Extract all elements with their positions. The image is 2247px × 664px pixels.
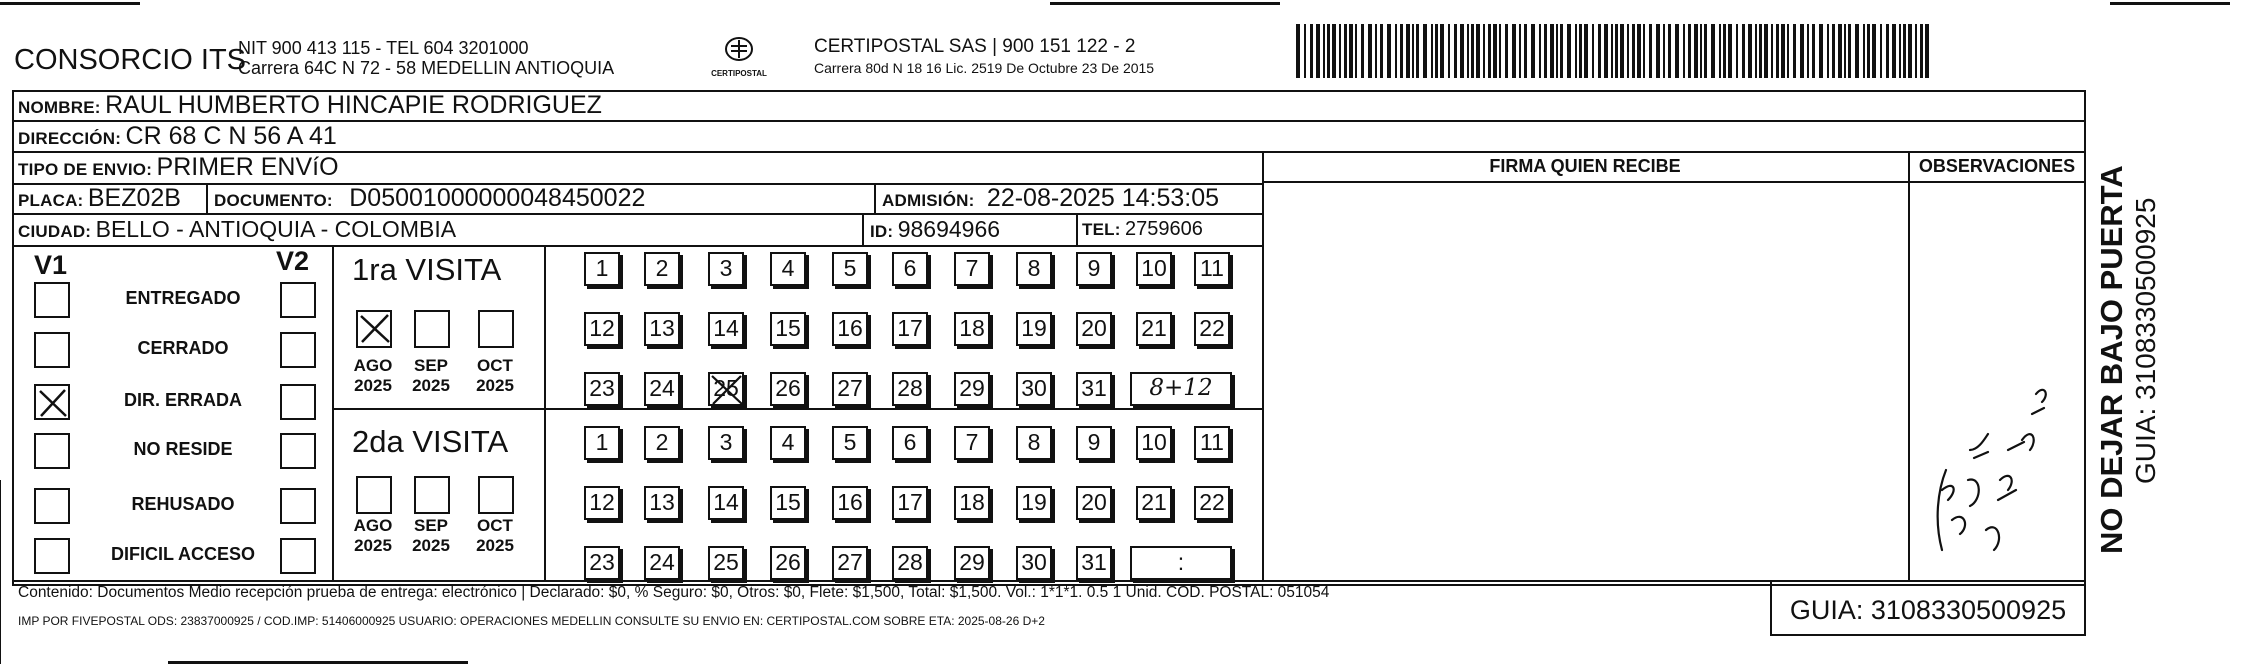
barcode-bar (1872, 24, 1876, 78)
barcode-bar (1476, 24, 1480, 78)
barcode-bar (1627, 24, 1629, 78)
first-visit-month-name: AGO (353, 356, 393, 375)
v1-checkbox-no-reside[interactable] (34, 433, 70, 469)
v1-checkbox-cerrado[interactable] (34, 332, 70, 368)
col-line (862, 213, 864, 245)
documento-field (214, 184, 645, 213)
nit-line: NIT 900 413 115 - TEL 604 3201000 (238, 38, 529, 58)
signature-area[interactable] (1264, 183, 1908, 580)
first-visit-month-year: 2025 (412, 376, 450, 395)
second-visit-day-17[interactable]: 17 (892, 486, 928, 520)
first-visit-day-13[interactable]: 13 (644, 312, 680, 346)
first-visit-day-31[interactable]: 31 (1076, 372, 1112, 406)
barcode-bar (1355, 24, 1357, 78)
barcode-bar (1663, 24, 1665, 78)
barcode-bar (1832, 24, 1835, 78)
footer-guia: GUIA: 3108330500925 (1770, 580, 2086, 636)
second-visit-day-2[interactable]: 2 (644, 426, 680, 460)
left-edge-line (0, 480, 1, 664)
barcode-bar (1400, 24, 1403, 78)
barcode-bar (1700, 24, 1702, 78)
barcode-bar (1925, 24, 1929, 78)
barcode-bar (1483, 24, 1485, 78)
barcode-bar (1550, 24, 1554, 78)
barcode-bar (1776, 24, 1779, 78)
barcode-bar (1544, 24, 1547, 78)
second-visit-day-6[interactable]: 6 (892, 426, 928, 460)
barcode-bar (1781, 24, 1785, 78)
documento-label: DOCUMENTO: (214, 191, 333, 210)
first-visit-day-12[interactable]: 12 (584, 312, 620, 346)
col-line (874, 183, 876, 213)
barcode-bar (1423, 24, 1427, 78)
first-visit-day-30[interactable]: 30 (1016, 372, 1052, 406)
barcode-bar (1649, 24, 1652, 78)
barcode-bar (1454, 24, 1457, 78)
observaciones-handwriting (1912, 330, 2082, 570)
barcode-bar (1395, 24, 1397, 78)
barcode-bar (1560, 24, 1563, 78)
second-visit-day-27[interactable]: 27 (832, 546, 868, 580)
first-visit-day-22[interactable]: 22 (1194, 312, 1230, 346)
first-visit-month-checkbox-sep[interactable] (414, 310, 450, 348)
first-visit-day-11[interactable]: 11 (1194, 252, 1230, 286)
barcode-bar (1431, 24, 1433, 78)
side-warning: NO DEJAR BAJO PUERTA (2094, 165, 2129, 554)
firma-header: FIRMA QUIEN RECIBE (1489, 156, 1681, 176)
second-visit-month-label (340, 516, 406, 556)
first-visit-day-4[interactable]: 4 (770, 252, 806, 286)
first-visit-month-name: SEP (413, 356, 449, 375)
nombre-value: RAUL HUMBERTO HINCAPIE RODRIGUEZ (105, 91, 602, 119)
second-visit-day-13[interactable]: 13 (644, 486, 680, 520)
barcode-bar (1668, 24, 1671, 78)
second-visit-day-18[interactable]: 18 (954, 486, 990, 520)
barcode-bar (1863, 24, 1865, 78)
barcode-bar (1488, 24, 1491, 78)
address-line: Carrera 64C N 72 - 58 MEDELLIN ANTIOQUIA (238, 58, 615, 78)
first-visit-day-19[interactable]: 19 (1016, 312, 1052, 346)
barcode-bar (1742, 24, 1745, 78)
v1-checkbox-rehusado[interactable] (34, 488, 70, 524)
first-visit-month-checkbox-ago[interactable] (356, 310, 392, 348)
certipostal-logo: CERTIPOSTAL (706, 34, 772, 84)
row-line (12, 245, 1262, 247)
second-visit-month-label (398, 516, 464, 556)
second-visit-month-year: 2025 (354, 536, 392, 555)
second-visit-day-11[interactable]: 11 (1194, 426, 1230, 460)
second-visit-day-26[interactable]: 26 (770, 546, 806, 580)
id-field (870, 214, 1000, 245)
status-label: REHUSADO (131, 494, 235, 514)
first-visit-day-27[interactable]: 27 (832, 372, 868, 406)
tel-label: TEL: (1082, 220, 1121, 239)
first-visit-day-29[interactable]: 29 (954, 372, 990, 406)
barcode-bar (1406, 24, 1410, 78)
barcode-bar (1886, 24, 1889, 78)
side-guia: GUIA: 3108330500925 (2130, 197, 2161, 484)
second-visit-day-4[interactable]: 4 (770, 426, 806, 460)
first-visit-day-2[interactable]: 2 (644, 252, 680, 286)
barcode-bar (1579, 24, 1582, 78)
barcode-bar (1519, 24, 1521, 78)
second-visit-month-checkbox-ago[interactable] (356, 476, 392, 514)
col-line (1076, 213, 1078, 245)
id-value: 98694966 (897, 216, 1001, 242)
barcode-bar (1611, 24, 1613, 78)
barcode-bar (1310, 24, 1313, 78)
second-visit-day-30[interactable]: 30 (1016, 546, 1052, 580)
barcode-bar (1755, 24, 1757, 78)
first-visit-day-23[interactable]: 23 (584, 372, 620, 406)
tel-value: 2759606 (1125, 218, 1203, 240)
barcode-bar (1694, 24, 1698, 78)
barcode-bar (1440, 24, 1444, 78)
barcode-bar (1827, 24, 1829, 78)
barcode-bar (1467, 24, 1469, 78)
barcode-bar (1675, 24, 1679, 78)
first-visit-day-25[interactable]: 25 (708, 372, 744, 406)
top-edge-line (2110, 2, 2230, 5)
first-visit-day-10[interactable]: 10 (1136, 252, 1172, 286)
second-visit-day-10[interactable]: 10 (1136, 426, 1172, 460)
barcode-bar (1584, 24, 1588, 78)
second-visit-title: 2da VISITA (352, 424, 509, 459)
barcode-bar (1539, 24, 1541, 78)
observaciones-header: OBSERVACIONES (1918, 156, 2076, 176)
first-visit-day-20[interactable]: 20 (1076, 312, 1112, 346)
first-visit-day-1[interactable]: 1 (584, 252, 620, 286)
nombre-field (18, 90, 602, 120)
barcode-bar (1615, 24, 1618, 78)
second-visit-day-9[interactable]: 9 (1076, 426, 1112, 460)
barcode-bar (1637, 24, 1641, 78)
status-label: CERRADO (137, 338, 229, 358)
barcode-bar (1505, 24, 1508, 78)
barcode-bar (1793, 24, 1796, 78)
status-label: DIR. ERRADA (123, 390, 242, 410)
second-visit-month-name: OCT (477, 516, 513, 535)
first-visit-day-17[interactable]: 17 (892, 312, 928, 346)
barcode-bar (1880, 24, 1882, 78)
second-visit-day-7[interactable]: 7 (954, 426, 990, 460)
barcode-bar (1632, 24, 1635, 78)
barcode-bar (1736, 24, 1738, 78)
placa-label: PLACA: (18, 191, 84, 210)
nombre-label: NOMBRE: (18, 98, 101, 117)
barcode-bar (1304, 24, 1306, 78)
admision-field (882, 184, 1219, 213)
second-visit-month-label (462, 516, 528, 556)
barcode-bar (1416, 24, 1419, 78)
first-visit-day-9[interactable]: 9 (1076, 252, 1112, 286)
barcode-bar (1719, 24, 1721, 78)
barcode-bar (1323, 24, 1325, 78)
barcode-bar (1844, 24, 1846, 78)
first-visit-day-15[interactable]: 15 (770, 312, 806, 346)
second-visit-day-22[interactable]: 22 (1194, 486, 1230, 520)
row-line (332, 408, 1262, 410)
barcode-bar (1499, 24, 1501, 78)
col-line (1908, 151, 1910, 580)
second-visit-month-checkbox-sep[interactable] (414, 476, 450, 514)
barcode-bar (1387, 24, 1391, 78)
barcode-bar (1812, 24, 1815, 78)
first-visit-day-14[interactable]: 14 (708, 312, 744, 346)
license-line: Carrera 80d N 18 16 Lic. 2519 De Octubre 23 De 2015 (814, 60, 1155, 76)
top-edge-line (1050, 2, 1280, 5)
v2-checkbox-dir-errada[interactable] (280, 384, 316, 420)
barcode-bar (1380, 24, 1383, 78)
v2-checkbox-no-reside[interactable] (280, 433, 316, 469)
v1-checkbox-entregado[interactable] (34, 282, 70, 318)
barcode-bar (1349, 24, 1353, 78)
second-visit-day-12[interactable]: 12 (584, 486, 620, 520)
barcode-bar (1656, 24, 1660, 78)
second-visit-day-19[interactable]: 19 (1016, 486, 1052, 520)
direccion-field (18, 121, 337, 151)
v2-checkbox-dificil-acceso[interactable] (280, 538, 316, 574)
barcode-bar (1915, 24, 1917, 78)
status-label: ENTREGADO (125, 288, 241, 308)
barcode-bar (1435, 24, 1438, 78)
barcode-bar (1567, 24, 1571, 78)
first-visit-day-26[interactable]: 26 (770, 372, 806, 406)
company-name: CONSORCIO ITS (14, 44, 247, 76)
first-visit-day-16[interactable]: 16 (832, 312, 868, 346)
barcode-bar (1728, 24, 1732, 78)
ciudad-value: BELLO - ANTIOQUIA - COLOMBIA (95, 216, 457, 242)
first-visit-month-label (462, 356, 528, 396)
certipostal-logo-icon (722, 34, 756, 64)
direccion-value: CR 68 C N 56 A 41 (125, 122, 337, 150)
second-visit-month-year: 2025 (412, 536, 450, 555)
barcode-bar (1892, 24, 1896, 78)
barcode-bar (1448, 24, 1450, 78)
barcode-bar (1339, 24, 1341, 78)
footer-imp: IMP POR FIVEPOSTAL ODS: 23837000925 / COD.IMP: 51406000925 USUARIO: OPERACIONES MEDELLIN CONSULTE SU ENVIO EN: CERTIPOSTAL.COM SOBRE ETA: 2025-08-26 D+2 (18, 614, 1045, 628)
v2-checkbox-cerrado[interactable] (280, 332, 316, 368)
barcode-bar (1643, 24, 1645, 78)
id-label: ID: (870, 222, 894, 241)
barcode-bar (1531, 24, 1535, 78)
v1-label: V1 (34, 250, 68, 280)
second-visit-day-25[interactable]: 25 (708, 546, 744, 580)
status-label: DIFICIL ACCESO (110, 544, 255, 564)
second-visit-month-name: AGO (353, 516, 393, 535)
barcode-bar (1471, 24, 1474, 78)
second-visit-day-14[interactable]: 14 (708, 486, 744, 520)
barcode-bar (1556, 24, 1558, 78)
barcode-bar (1493, 24, 1497, 78)
barcode-bar (1711, 24, 1715, 78)
barcode-bar (1412, 24, 1414, 78)
col-line (332, 245, 334, 580)
barcode-bar (1908, 24, 1912, 78)
second-visit-day-28[interactable]: 28 (892, 546, 928, 580)
second-visit-day-16[interactable]: 16 (832, 486, 868, 520)
second-visit-day-31[interactable]: 31 (1076, 546, 1112, 580)
first-visit-month-name: OCT (477, 356, 513, 375)
v2-checkbox-rehusado[interactable] (280, 488, 316, 524)
tipo-label: TIPO DE ENVIO: (18, 160, 153, 179)
first-visit-day-5[interactable]: 5 (832, 252, 868, 286)
second-visit-day-15[interactable]: 15 (770, 486, 806, 520)
barcode-bar (1903, 24, 1906, 78)
barcode-bar (1316, 24, 1320, 78)
barcode-bar (1361, 24, 1364, 78)
first-visit-month-year: 2025 (354, 376, 392, 395)
admision-value: 22-08-2025 14:53:05 (986, 184, 1220, 212)
second-visit-day-21[interactable]: 21 (1136, 486, 1172, 520)
barcode-bar (1920, 24, 1923, 78)
second-visit-day-8[interactable]: 8 (1016, 426, 1052, 460)
second-visit-month-year: 2025 (476, 536, 514, 555)
v1-checkbox-dificil-acceso[interactable] (34, 538, 70, 574)
second-visit-day-23[interactable]: 23 (584, 546, 620, 580)
v2-label: V2 (276, 246, 310, 276)
barcode-bar (1575, 24, 1577, 78)
second-visit-time-field[interactable]: : (1130, 546, 1232, 580)
first-visit-month-checkbox-oct[interactable] (478, 310, 514, 348)
barcode-bar (1512, 24, 1516, 78)
documento-value: D05001000000048450022 (349, 184, 646, 212)
second-visit-month-checkbox-oct[interactable] (478, 476, 514, 514)
first-visit-day-8[interactable]: 8 (1016, 252, 1052, 286)
barcode-bar (1296, 24, 1300, 78)
barcode-bar (1620, 24, 1624, 78)
barcode-bar (1598, 24, 1601, 78)
tipo-value: PRIMER ENVíO (156, 153, 339, 181)
barcode-bar (1819, 24, 1823, 78)
first-visit-day-6[interactable]: 6 (892, 252, 928, 286)
first-visit-day-24[interactable]: 24 (644, 372, 680, 406)
second-visit-day-20[interactable]: 20 (1076, 486, 1112, 520)
placa-value: BEZ02B (87, 184, 181, 212)
second-visit-day-1[interactable]: 1 (584, 426, 620, 460)
first-visit-month-year: 2025 (476, 376, 514, 395)
barcode-bar (1524, 24, 1527, 78)
barcode-bar (1759, 24, 1762, 78)
barcode-bar (1800, 24, 1804, 78)
barcode-bar (1867, 24, 1870, 78)
first-visit-day-3[interactable]: 3 (708, 252, 744, 286)
barcode-bar (1327, 24, 1330, 78)
barcode-bar (1332, 24, 1336, 78)
second-visit-day-24[interactable]: 24 (644, 546, 680, 580)
barcode-bar (1787, 24, 1789, 78)
barcode-bar (1683, 24, 1685, 78)
barcode-bar (1838, 24, 1842, 78)
barcode-bar (1764, 24, 1768, 78)
barcode-bar (1592, 24, 1594, 78)
barcode-bar (1460, 24, 1464, 78)
top-edge-line (0, 2, 140, 5)
second-visit-day-29[interactable]: 29 (954, 546, 990, 580)
barcode-bar (1807, 24, 1809, 78)
second-visit-day-5[interactable]: 5 (832, 426, 868, 460)
second-visit-day-3[interactable]: 3 (708, 426, 744, 460)
first-visit-month-label (398, 356, 464, 396)
first-visit-day-21[interactable]: 21 (1136, 312, 1172, 346)
tel-field (1082, 214, 1203, 245)
barcode-bar (1604, 24, 1608, 78)
barcode-bar (1748, 24, 1752, 78)
observaciones-text-hidden (1950, 560, 1956, 561)
first-visit-title: 1ra VISITA (352, 252, 502, 287)
barcode-bar (1723, 24, 1726, 78)
barcode-bar (1375, 24, 1377, 78)
ciudad-field (18, 214, 456, 245)
barcode-bar (1344, 24, 1347, 78)
barcode-bar (1855, 24, 1859, 78)
admision-label: ADMISIÓN: (882, 191, 975, 210)
placa-field (18, 184, 181, 213)
barcode-bar (1771, 24, 1773, 78)
certipostal-line: CERTIPOSTAL SAS | 900 151 122 - 2 (814, 36, 1136, 57)
barcode (1296, 24, 1932, 78)
v2-checkbox-entregado[interactable] (280, 282, 316, 318)
status-label: NO RESIDE (133, 439, 233, 459)
barcode-bar (1688, 24, 1691, 78)
col-line (206, 183, 208, 213)
tipo-field (18, 152, 339, 183)
col-line (544, 245, 546, 580)
barcode-bar (1848, 24, 1851, 78)
barcode-bar (1704, 24, 1707, 78)
v1-checkbox-dir-errada[interactable] (34, 384, 70, 420)
ciudad-label: CIUDAD: (18, 222, 92, 241)
barcode-bar (1368, 24, 1372, 78)
first-visit-day-28[interactable]: 28 (892, 372, 928, 406)
first-visit-month-label (340, 356, 406, 396)
barcode-bar (1899, 24, 1901, 78)
second-visit-month-name: SEP (413, 516, 449, 535)
footer-contenido: Contenido: Documentos Medio recepción prueba de entrega: electrónico | Declarado: $0, % Seguro: $0, Otros: $0, Flete: $1,500, Total: $1,500. Vol.: 1*1*1. 0.5 1 Unid. COD. POSTAL: 051054 (18, 584, 1330, 601)
first-visit-day-7[interactable]: 7 (954, 252, 990, 286)
first-visit-day-18[interactable]: 18 (954, 312, 990, 346)
direccion-label: DIRECCIÓN: (18, 129, 122, 148)
first-visit-time-field[interactable]: 8+12 (1130, 372, 1232, 406)
